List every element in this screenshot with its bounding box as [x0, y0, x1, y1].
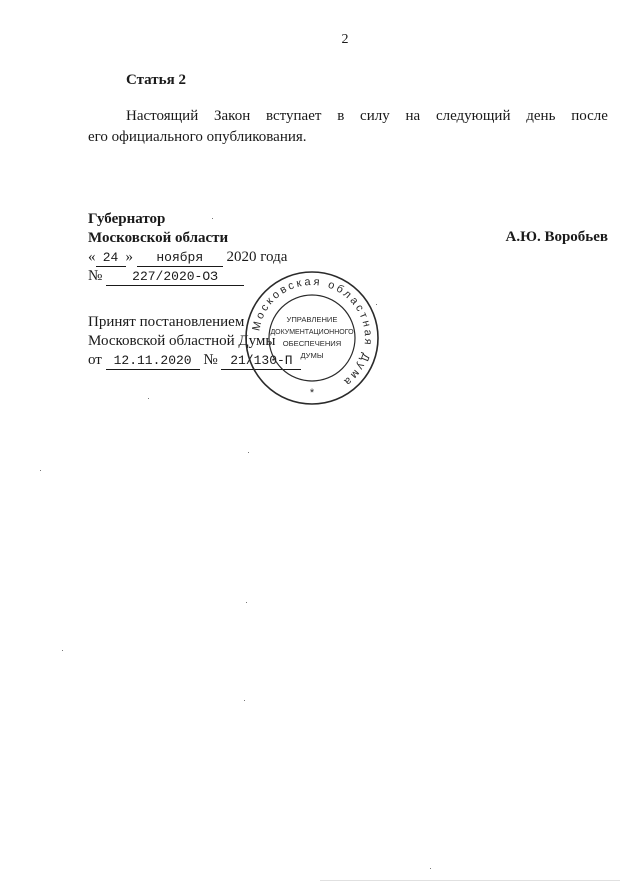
article-heading: Статья 2: [126, 72, 186, 88]
article-word: вступает: [266, 108, 322, 124]
stamp-center-line-3: ОБЕСПЕЧЕНИЯ: [282, 339, 342, 348]
page-number: 2: [341, 32, 349, 47]
article-word: Настоящий: [126, 108, 199, 124]
stamp-ring-text: Московская областная Дума: [250, 275, 375, 390]
date-close-quote: »: [125, 249, 133, 265]
signatory-title-line-1: Губернатор: [88, 211, 166, 227]
adoption-date: 12.11.2020: [106, 352, 200, 370]
scan-speck: [212, 218, 213, 219]
scan-speck: [246, 602, 247, 603]
adoption-line-2: Московской областной Думы: [88, 333, 276, 349]
adoption-number: 21/130-П: [221, 352, 301, 370]
scan-speck: [62, 650, 63, 651]
stamp-center-line-1: УПРАВЛЕНИЕ: [286, 315, 338, 324]
signer-name: А.Ю. Воробьев: [505, 229, 608, 245]
adoption-number-prefix: №: [203, 352, 218, 368]
adoption-line-1: Принят постановлением: [88, 314, 245, 330]
law-number: 227/2020-ОЗ: [106, 268, 244, 286]
signing-day: 24: [96, 249, 126, 267]
scan-speck: [244, 700, 245, 701]
stamp-center-line-2: ДОКУМЕНТАЦИОННОГО: [270, 329, 354, 336]
signing-month: ноября: [137, 249, 223, 267]
stamp-inner-ring: [269, 295, 355, 381]
stamp-outer-ring: [246, 272, 378, 404]
scan-speck: [248, 452, 249, 453]
article-line-2: его официального опубликования.: [88, 129, 307, 145]
article-word: Закон: [214, 108, 251, 124]
article-word: силу: [360, 108, 390, 124]
article-word: следующий: [435, 108, 511, 124]
article-word: после: [571, 108, 608, 124]
signing-year: 2020 года: [226, 249, 288, 265]
article-paragraph: [88, 106, 608, 148]
scan-speck: [430, 868, 431, 869]
signatory-title: [88, 210, 228, 248]
official-stamp: [244, 270, 380, 406]
signatory-title-line-2: Московской области: [88, 230, 229, 246]
scan-edge: [320, 880, 620, 881]
article-line-1: [88, 106, 608, 127]
article-word: на: [405, 108, 421, 124]
scan-speck: [148, 398, 149, 399]
stamp-center-line-4: ДУМЫ: [300, 351, 324, 360]
stamp-star: *: [309, 387, 315, 399]
adoption-from-label: от: [88, 352, 102, 368]
date-open-quote: «: [88, 249, 96, 265]
article-word: в: [337, 108, 345, 124]
scan-speck: [40, 470, 41, 471]
signing-date-line: [88, 248, 287, 267]
article-word: день: [526, 108, 556, 124]
scan-speck: [376, 304, 377, 305]
law-number-line: [88, 267, 244, 286]
law-number-prefix: №: [88, 268, 103, 284]
